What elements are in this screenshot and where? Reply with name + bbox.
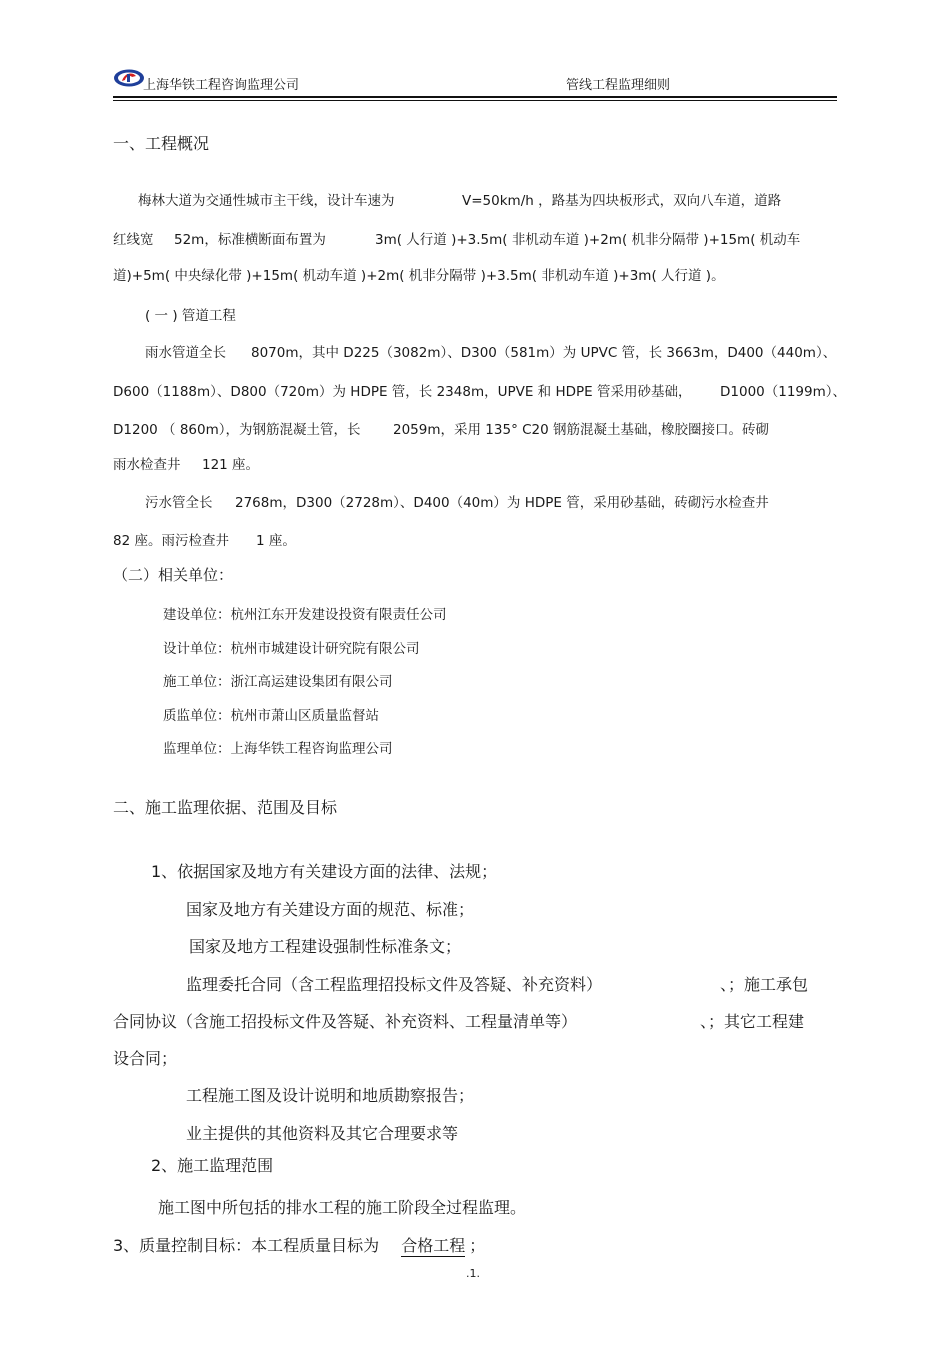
intro-text: V=50km/h ，路基为四块板形式，双向八车道，道路 <box>462 193 782 209</box>
quality-prefix: 3、质量控制目标：本工程质量目标为 <box>113 1236 380 1255</box>
scope-text: 施工图中所包括的排水工程的施工阶段全过程监理。 <box>158 1198 527 1217</box>
sewage-text: 1 座。 <box>256 533 296 549</box>
basis-item: 、；其它工程建 <box>700 1012 805 1031</box>
sewage-text: 污水管全长 <box>145 495 213 511</box>
basis-item: 、；施工承包 <box>720 975 809 994</box>
unit-item: 监理单位：上海华铁工程咨询监理公司 <box>163 741 393 757</box>
rain-text: 2059m，采用 135° C20 钢筋混凝土基础，橡胶圈接口。砖砌 <box>393 422 770 438</box>
basis-item: 国家及地方工程建设强制性标准条文； <box>189 937 462 956</box>
rain-text: D600（1188m）、D800（720m）为 HDPE 管，长 2348m，UPVE 和 HDPE 管采用砂基础， <box>113 384 692 400</box>
rain-text: 8070m，其中 D225（3082m）、D300（581m）为 UPVC 管，长 3663m，D400（440m）、 <box>251 345 837 361</box>
quality-target-line <box>113 1233 485 1256</box>
rain-text: 雨水管道全长 <box>145 345 226 361</box>
header-rule <box>113 96 837 98</box>
scope-heading: 2、施工监理范围 <box>151 1156 274 1175</box>
basis-item: 1、依据国家及地方有关建设方面的法律、法规； <box>151 862 498 881</box>
header-doc-title: 管线工程监理细则 <box>566 78 671 93</box>
basis-item: 设合同； <box>113 1049 178 1068</box>
sewage-text: 82 座。雨污检查井 <box>113 533 229 549</box>
subsection-units-heading: （二）相关单位： <box>113 566 234 584</box>
basis-item: 业主提供的其他资料及其它合理要求等 <box>186 1124 459 1143</box>
unit-item: 建设单位：杭州江东开发建设投资有限责任公司 <box>163 607 447 623</box>
sewage-text: 2768m，D300（2728m）、D400（40m）为 HDPE 管，采用砂基础，砖砌污水检查井 <box>235 495 769 511</box>
basis-item: 监理委托合同（含工程监理招投标文件及答疑、补充资料） <box>186 975 603 994</box>
rain-text: D1200 （ 860m），为钢筋混凝土管，长 <box>113 422 361 438</box>
rain-text: 雨水检查井 <box>113 457 181 473</box>
rain-text: 121 座。 <box>202 457 260 473</box>
section2-heading: 二、施工监理依据、范围及目标 <box>113 798 338 817</box>
intro-text: 道)+5m( 中央绿化带 )+15m( 机动车道 )+2m( 机非分隔带 )+3.5m( 非机动车道 )+3m( 人行道 )。 <box>113 268 725 284</box>
rain-text: D1000（1199m）、 <box>720 384 847 400</box>
unit-item: 质监单位：杭州市萧山区质量监督站 <box>163 708 379 724</box>
header-company: 上海华铁工程咨询监理公司 <box>143 78 300 93</box>
header-rule-thin <box>113 100 837 101</box>
subsection-pipeline-heading: ( 一 ) 管道工程 <box>145 308 236 324</box>
basis-item: 工程施工图及设计说明和地质勘察报告； <box>186 1086 475 1105</box>
section1-heading: 一、工程概况 <box>113 134 210 153</box>
unit-item: 设计单位：杭州市城建设计研究院有限公司 <box>163 641 420 657</box>
intro-text: 梅林大道为交通性城市主干线，设计车速为 <box>138 193 395 209</box>
company-logo-icon <box>113 68 145 88</box>
intro-text: 红线宽 <box>113 232 154 248</box>
intro-text: 3m( 人行道 )+3.5m( 非机动车道 )+2m( 机非分隔带 )+15m( 机动车 <box>375 232 801 248</box>
unit-item: 施工单位：浙江高运建设集团有限公司 <box>163 674 393 690</box>
basis-item: 国家及地方有关建设方面的规范、标准； <box>186 900 475 919</box>
basis-item: 合同协议（含施工招投标文件及答疑、补充资料、工程量清单等） <box>113 1012 578 1031</box>
quality-suffix: ； <box>469 1236 486 1255</box>
intro-text: 52m，标准横断面布置为 <box>174 232 326 248</box>
page-number: .1. <box>466 1267 480 1280</box>
quality-target-value: 合格工程 <box>401 1236 466 1255</box>
